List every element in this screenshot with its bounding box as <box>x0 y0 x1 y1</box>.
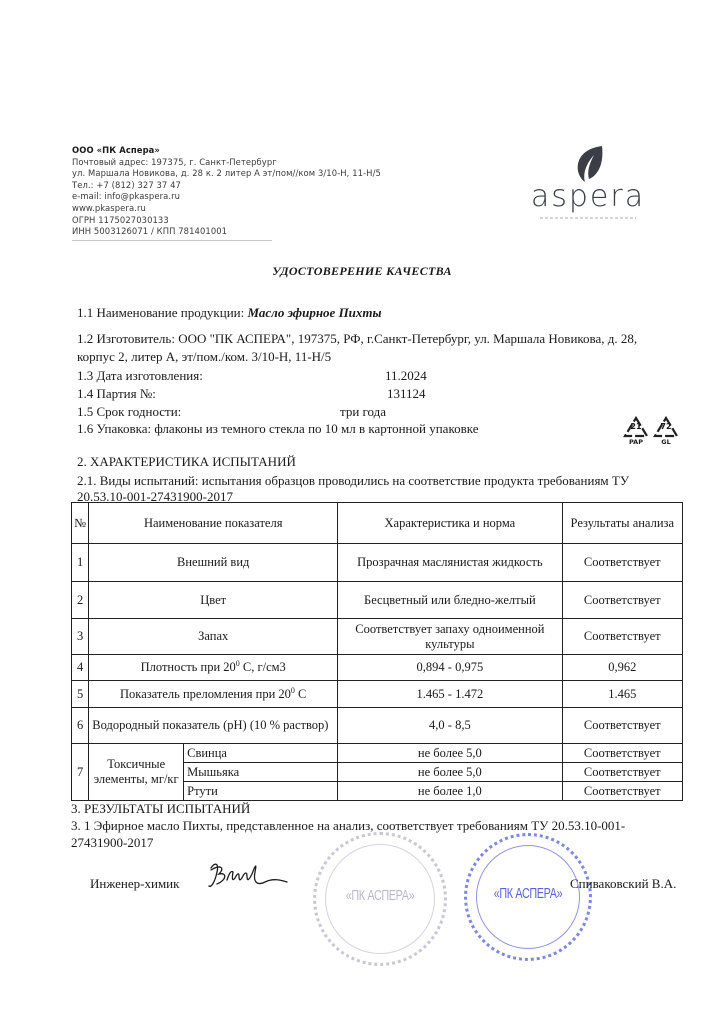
inn-kpp: ИНН 5003126071 / КПП 781401001 <box>72 226 228 237</box>
toxic-norm: не более 1,0 <box>338 782 562 801</box>
row-result: Соответствует <box>562 582 682 619</box>
signer-position: Инженер-химик <box>90 876 180 891</box>
toxic-element: Ртути <box>184 782 338 801</box>
row-norm: Бесцветный или бледно-желтый <box>338 582 562 619</box>
batch-label: 1.4 Партия №: <box>77 386 156 401</box>
recycle-paper-icon <box>620 416 652 446</box>
toxic-group-label: Токсичные элементы, мг/кг <box>89 744 184 801</box>
section-2-text-line-1: 2.1. Виды испытаний: испытания образцов проводились на соответствие продукта требованиям ТУ <box>77 473 630 488</box>
product-label: 1.1 Наименование продукции: <box>77 305 248 320</box>
postal-address: Почтовый адрес: 197375, г. Санкт-Петербург <box>72 156 277 167</box>
row-name <box>89 681 338 708</box>
row-name-unit: С <box>294 686 307 701</box>
section-3-text-line-2: 27431900-2017 <box>71 835 154 850</box>
toxic-result: Соответствует <box>562 763 682 782</box>
table-row <box>72 655 683 681</box>
row-no: 5 <box>72 681 89 708</box>
row-no: 7 <box>72 744 89 801</box>
toxic-norm: не более 5,0 <box>338 744 562 763</box>
toxic-norm: не более 5,0 <box>338 763 562 782</box>
row-name: Запах <box>89 619 338 655</box>
test-results-table <box>71 502 683 801</box>
document-title: УДОСТОВЕРЕНИЕ КАЧЕСТВА <box>272 264 452 278</box>
row-no: 6 <box>72 708 89 744</box>
row-result: Соответствует <box>562 544 682 582</box>
table-row-toxic <box>72 744 683 763</box>
table-row <box>72 708 683 744</box>
aspera-logo <box>528 145 648 225</box>
header-no: № <box>72 503 89 544</box>
row-no: 2 <box>72 582 89 619</box>
header-norm: Характеристика и норма <box>338 503 562 544</box>
recycle-glass-icon <box>650 416 682 446</box>
toxic-result: Соответствует <box>562 744 682 763</box>
section-3-heading: 3. РЕЗУЛЬТАТЫ ИСПЫТАНИЙ <box>71 801 251 816</box>
product-name-row <box>77 304 382 321</box>
section-2-text-line-2: 20.53.10-001-27431900-2017 <box>77 489 233 504</box>
row-no: 4 <box>72 655 89 681</box>
date-value: 11.2024 <box>385 368 427 383</box>
table-row <box>72 544 683 582</box>
row-norm: 1.465 - 1.472 <box>338 681 562 708</box>
table-row <box>72 681 683 708</box>
row-result: Соответствует <box>562 619 682 655</box>
degree-sup: 0 <box>235 658 240 668</box>
signer-name: Спиваковский В.А. <box>570 876 677 891</box>
section-2-heading: 2. ХАРАКТЕРИСТИКА ИСПЫТАНИЙ <box>77 454 296 469</box>
row-name: Цвет <box>89 582 338 619</box>
toxic-element: Мышьяка <box>184 763 338 782</box>
manufacturer-line-1: 1.2 Изготовитель: ООО "ПК АСПЕРА", 197375, РФ, г.Санкт-Петербург, ул. Маршала Новикова, д. 28, <box>77 331 638 346</box>
leaf-icon <box>572 145 604 183</box>
recycle-label: PAP <box>629 438 643 446</box>
row-norm: Прозрачная маслянистая жидкость <box>338 544 562 582</box>
manufacturer-line-2: корпус 2, литер А, эт/пом./ком. 3/10-Н, 11-Н/5 <box>77 349 332 364</box>
degree-sup: 0 <box>290 685 295 695</box>
header-name: Наименование показателя <box>89 503 338 544</box>
row-no: 1 <box>72 544 89 582</box>
row-name-text: Показатель преломления при 20 <box>120 686 291 701</box>
section-3-text-line-1: 3. 1 Эфирное масло Пихты, представленное на анализ, соответствует требованиям ТУ 20.53.10-001- <box>71 818 626 833</box>
packaging: 1.6 Упаковка: флаконы из темного стекла по 10 мл в картонной упаковке <box>77 421 479 436</box>
company-stamp <box>464 833 592 961</box>
shelf-life-label: 1.5 Срок годности: <box>77 404 182 419</box>
ogrn: ОГРН 1175027030133 <box>72 214 169 225</box>
logo-wordmark: aspera <box>530 179 646 214</box>
toxic-element: Свинца <box>184 744 338 763</box>
row-result: Соответствует <box>562 708 682 744</box>
row-name <box>89 655 338 681</box>
row-name: Водородный показатель (рН) (10 % раствор) <box>89 708 338 744</box>
letterhead <box>72 145 381 238</box>
recycle-code: 72 <box>660 422 672 431</box>
company-stamp-faded <box>313 832 447 966</box>
recycle-code: 21 <box>630 422 642 431</box>
email: e-mail: info@pkaspera.ru <box>72 191 181 202</box>
row-norm: 4,0 - 8,5 <box>338 708 562 744</box>
row-norm: 0,894 - 0,975 <box>338 655 562 681</box>
row-result: 0,962 <box>562 655 682 681</box>
signature <box>205 860 290 894</box>
header-result: Результаты анализа <box>562 503 682 544</box>
toxic-result: Соответствует <box>562 782 682 801</box>
row-no: 3 <box>72 619 89 655</box>
table-row <box>72 619 683 655</box>
product-value: Масло эфирное Пихты <box>247 305 382 320</box>
row-norm: Соответствует запаху одноименной культуры <box>338 619 562 655</box>
phone: Тел.: +7 (812) 327 37 47 <box>72 179 181 190</box>
row-name-unit: С, г/см3 <box>239 660 286 674</box>
row-result: 1.465 <box>562 681 682 708</box>
row-name-text: Плотность при 20 <box>140 660 236 674</box>
stamp-text: «ПК АСПЕРА» <box>345 887 415 904</box>
stamp-text: «ПК АСПЕРА» <box>493 885 563 902</box>
row-name: Внешний вид <box>89 544 338 582</box>
date-label: 1.3 Дата изготовления: <box>77 368 203 383</box>
website: www.pkaspera.ru <box>72 202 146 213</box>
shelf-life-value: три года <box>340 404 387 419</box>
letterhead-divider <box>72 240 272 241</box>
company-name: ООО «ПК Аспера» <box>72 145 160 155</box>
recycle-label: GL <box>661 438 671 446</box>
table-header-row <box>72 503 683 544</box>
street-address: ул. Маршала Новикова, д. 28 к. 2 литер А эт/пом//ком 3/10-Н, 11-Н/5 <box>72 168 381 179</box>
batch-value: 131124 <box>387 386 426 401</box>
logo-tagline <box>540 217 636 219</box>
table-row <box>72 582 683 619</box>
